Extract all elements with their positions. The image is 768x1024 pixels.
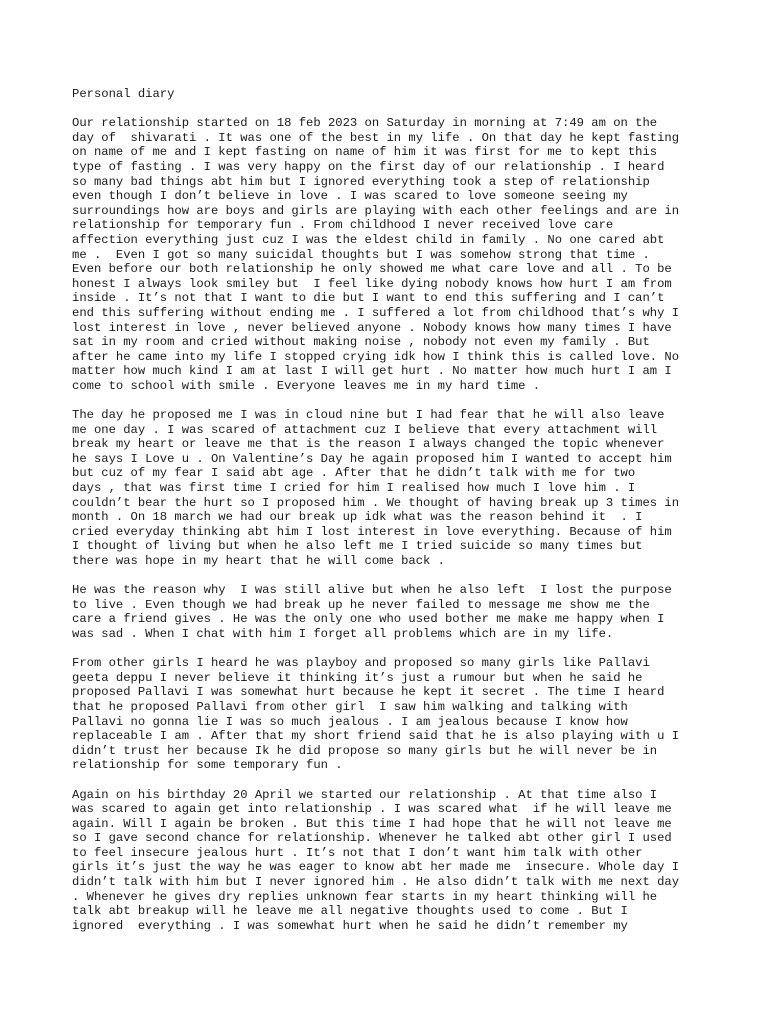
text-line: relationship for temporary fun . From childhood I never received love care [72, 218, 614, 233]
text-line: . Whenever he gives dry replies unknown fear starts in my heart thinking will he [72, 889, 658, 904]
text-line: even though I don’t believe in love . I was scared to love someone seeing my [72, 189, 628, 204]
text-line: Even before our both relationship he only showed me what care love and all . To be [72, 262, 672, 277]
diary-paragraph [72, 408, 712, 569]
text-line: Pallavi no gonna lie I was so much jealous . I am jealous because I know how [72, 714, 628, 729]
text-line: break my heart or leave me that is the reason I always changed the topic whenever [72, 437, 665, 452]
text-line: so many bad things abt him but I ignored everything took a step of relationship [72, 174, 650, 189]
text-line: so I gave second chance for relationship. Whenever he talked abt other girl I used [72, 831, 672, 846]
text-line: there was hope in my heart that he will come back . [72, 554, 445, 568]
text-line: me . Even I got so many suicidal thoughts but I was somehow strong that time . [72, 247, 650, 262]
text-line: inside . It’s not that I want to die but I want to end this suffering and I can’t [72, 291, 665, 306]
text-line: matter how much kind I am at last I will get hurt . No matter how much hurt I am I [72, 364, 672, 379]
text-line: proposed Pallavi I was somewhat hurt because he kept it secret . The time I heard [72, 685, 665, 700]
text-line: was scared to again get into relationship . I was scared what if he will leave me [72, 802, 672, 817]
text-line: I thought of living but when he also left me I tried suicide so many times but [72, 539, 643, 554]
text-line: didn’t trust her because Ik he did propose so many girls but he will never be in [72, 743, 658, 758]
text-line: He was the reason why I was still alive but when he also left I lost the purpose [72, 583, 672, 598]
text-line: Again on his birthday 20 April we started our relationship . At that time also I [72, 787, 658, 802]
text-line: days , that was first time I cried for him I realised how much I love him . I [72, 481, 636, 496]
text-line: me one day . I was scared of attachment cuz I believe that every attachment will [72, 422, 658, 437]
text-line: end this suffering without ending me . I suffered a lot from childhood that’s why I [72, 305, 680, 320]
text-line: girls it’s just the way he was eager to know abt her made me insecure. Whole day I [72, 860, 680, 875]
text-line: type of fasting . I was very happy on the first day of our relationship . I heard [72, 159, 665, 174]
text-line: affection everything just cuz I was the eldest child in family . No one cared abt [72, 232, 665, 247]
text-line: that he proposed Pallavi from other girl I saw him walking and talking with [72, 699, 628, 714]
text-line: surroundings how are boys and girls are playing with each other feelings and are in [72, 203, 680, 218]
text-line: after he came into my life I stopped crying idk how I think this is called love. No [72, 349, 680, 364]
text-line: The day he proposed me I was in cloud nine but I had fear that he will also leave [72, 408, 665, 423]
text-line: month . On 18 march we had our break up idk what was the reason behind it . I [72, 510, 643, 525]
text-line: geeta deppu I never believe it thinking it’s just a rumour but when he said he [72, 670, 643, 685]
diary-body [72, 116, 712, 933]
text-line: he says I Love u . On Valentine’s Day he again proposed him I wanted to accept him [72, 451, 672, 466]
diary-paragraph [72, 116, 712, 393]
page-title: Personal diary [72, 87, 175, 101]
text-line: was sad . When I chat with him I forget all problems which are in my life. [72, 626, 614, 641]
text-line: Our relationship started on 18 feb 2023 on Saturday in morning at 7:49 am on the [72, 116, 658, 131]
text-line: day of shivarati . It was one of the best in my life . On that day he kept fasting [72, 130, 680, 145]
text-line: sat in my room and cried without making noise , nobody not even my family . But [72, 335, 650, 350]
text-line: come to school with smile . Everyone leaves me in my hard time . [72, 378, 541, 393]
text-line: but cuz of my fear I said abt age . After that he didn’t talk with me for two [72, 466, 636, 481]
text-line: From other girls I heard he was playboy and proposed so many girls like Pallavi [72, 656, 650, 671]
text-line: ignored everything . I was somewhat hurt when he said he didn’t remember my [72, 918, 628, 933]
text-line: didn’t talk with him but I never ignored him . He also didn’t talk with me next day [72, 875, 680, 890]
diary-page [72, 87, 712, 948]
text-line: care a friend gives . He was the only one who used bother me make me happy when I [72, 612, 665, 627]
diary-paragraph [72, 656, 712, 773]
text-line: talk abt breakup will he leave me all negative thoughts used to come . But I [72, 904, 628, 919]
text-line: replaceable I am . After that my short friend said that he is also playing with u I [72, 729, 680, 744]
text-line: lost interest in love , never believed anyone . Nobody knows how many times I have [72, 320, 672, 335]
text-line: again. Will I again be broken . But this time I had hope that he will not leave me [72, 816, 672, 831]
diary-paragraph [72, 583, 712, 641]
text-line: relationship for some temporary fun . [72, 758, 343, 773]
text-line: to live . Even though we had break up he never failed to message me show me the [72, 597, 650, 612]
diary-paragraph [72, 788, 712, 934]
text-line: to feel insecure jealous hurt . It’s not that I don’t want him talk with other [72, 845, 643, 860]
text-line: cried everyday thinking abt him I lost interest in love everything. Because of him [72, 524, 672, 539]
text-line: honest I always look smiley but I feel like dying nobody knows how hurt I am from [72, 276, 672, 291]
text-line: on name of me and I kept fasting on name of him it was first for me to kept this [72, 145, 658, 160]
text-line: couldn’t bear the hurt so I proposed him . We thought of having break up 3 times in [72, 495, 680, 510]
